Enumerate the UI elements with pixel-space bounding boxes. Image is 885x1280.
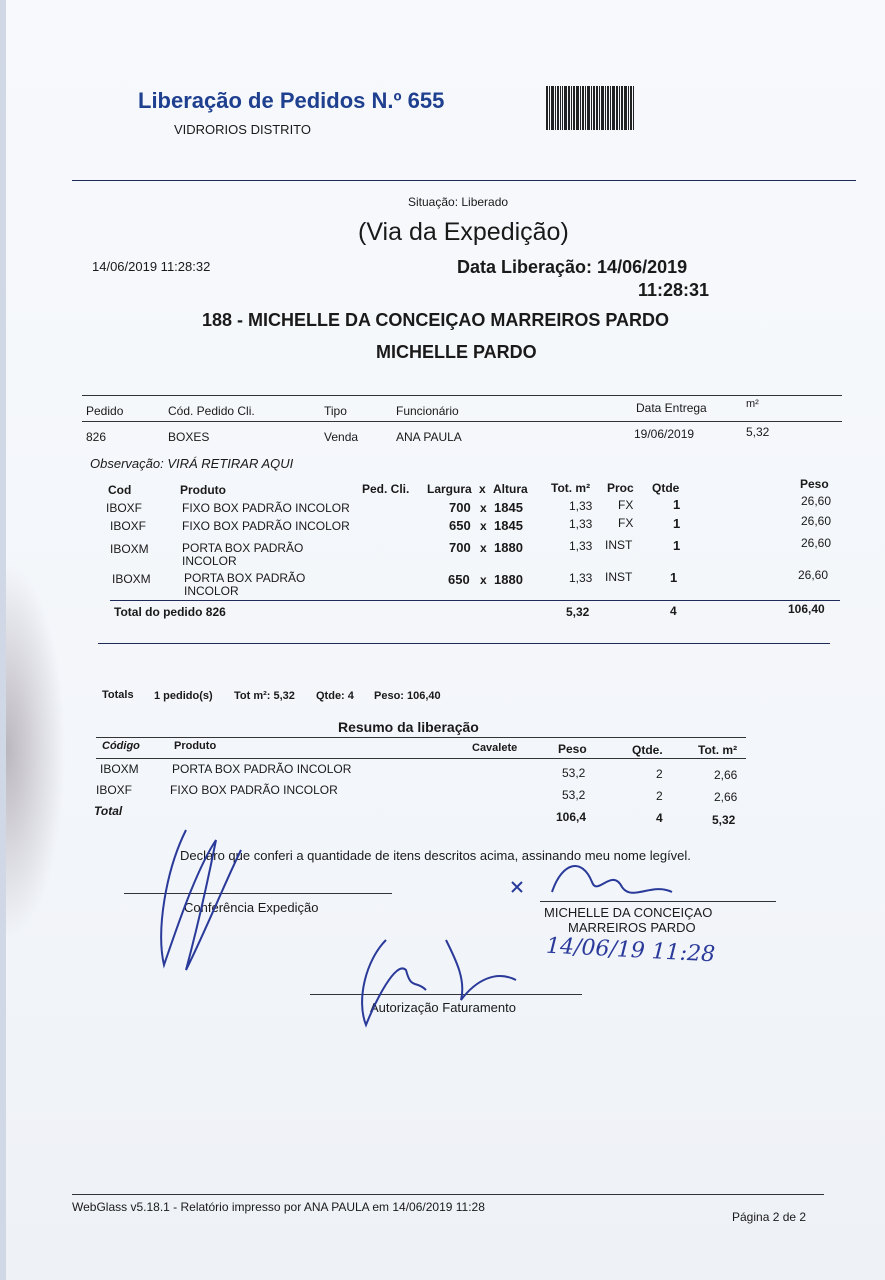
col-tipo: Tipo [324, 404, 347, 418]
hand-shadow [6, 560, 66, 940]
item-row-2-cod: IBOXF [110, 519, 147, 533]
resumo-total-tot: 5,32 [712, 813, 736, 827]
conferencia-label: Conferência Expedição [184, 900, 319, 915]
resumo-col-peso: Peso [558, 742, 587, 756]
item-row-4-produto: PORTA BOX PADRÃO [184, 571, 306, 585]
resumo-row-2-peso: 53,2 [562, 788, 586, 802]
order-header-line [82, 421, 842, 422]
item-row-1-qtde: 1 [673, 497, 681, 512]
item-row-1-cod: IBOXF [106, 501, 143, 515]
item-col-x: x [479, 482, 486, 496]
observacao: Observação: VIRÁ RETIRAR AQUI [90, 456, 294, 471]
item-row-2-altura: 1845 [494, 518, 523, 533]
item-row-2-x: x [480, 519, 487, 533]
order-m2: 5,32 [746, 425, 770, 439]
conferencia-signature [146, 810, 256, 980]
header-divider [72, 180, 856, 181]
items-end-line [98, 643, 830, 644]
footer-line [72, 1194, 824, 1195]
item-row-2-largura: 650 [449, 518, 471, 533]
item-col-largura: Largura [427, 482, 472, 496]
items-total-line [110, 600, 840, 601]
item-row-3-cod: IBOXM [110, 542, 149, 556]
item-col-produto: Produto [180, 483, 226, 497]
company-name: VIDRORIOS DISTRITO [174, 122, 311, 137]
footer-left: WebGlass v5.18.1 - Relatório impresso por ANA PAULA em 14/06/2019 11:28 [72, 1200, 485, 1214]
item-row-4-peso: 26,60 [798, 568, 829, 582]
cliente-sign-line [540, 901, 776, 902]
item-row-4-largura: 650 [448, 572, 470, 587]
data-liberacao-time: 11:28:31 [638, 280, 710, 300]
col-data-entrega: Data Entrega [636, 401, 707, 415]
item-row-3-produto: PORTA BOX PADRÃO [182, 541, 304, 555]
item-col-proc: Proc [607, 481, 634, 495]
item-row-1-x: x [480, 501, 487, 515]
autorizacao-label: Autorização Faturamento [370, 1000, 516, 1015]
resumo-row-1-codigo: IBOXM [100, 762, 139, 776]
item-row-3-largura: 700 [449, 540, 471, 555]
item-col-qtde: Qtde [652, 481, 680, 495]
client-short-name: MICHELLE PARDO [376, 342, 537, 362]
totals-qtde: Qtde: 4 [316, 690, 354, 702]
page-number: Página 2 de 2 [732, 1210, 807, 1224]
resumo-top-line [96, 737, 746, 738]
item-row-4-produto-line2: INCOLOR [184, 584, 239, 598]
resumo-col-cavalete: Cavalete [472, 742, 518, 754]
item-row-1-altura: 1845 [494, 500, 523, 515]
item-row-4-tot: 1,33 [569, 571, 593, 585]
item-row-1-produto: FIXO BOX PADRÃO INCOLOR [182, 501, 350, 515]
situacao: Situação: Liberado [408, 195, 509, 209]
item-row-1-largura: 700 [449, 500, 471, 515]
cliente-name-line1: MICHELLE DA CONCEIÇAO [544, 905, 713, 920]
declaration-text: Declaro que conferi a quantidade de itens descritos acima, assinando meu nome legível. [180, 848, 691, 863]
item-row-2-qtde: 1 [673, 516, 681, 531]
col-m2: m² [746, 398, 759, 410]
cliente-name-line2: MARREIROS PARDO [568, 920, 696, 935]
resumo-row-1-tot: 2,66 [714, 768, 738, 782]
barcode [546, 86, 668, 130]
resumo-header-line [96, 758, 746, 759]
item-row-2-tot: 1,33 [569, 517, 593, 531]
item-row-1-proc: FX [618, 498, 634, 512]
item-col-altura: Altura [493, 482, 528, 496]
order-data-entrega: 19/06/2019 [634, 427, 695, 441]
item-row-3-x: x [480, 541, 487, 555]
item-row-4-qtde: 1 [670, 570, 678, 585]
col-cod-pedido-cli: Cód. Pedido Cli. [168, 404, 255, 418]
items-total-m2: 5,32 [566, 605, 590, 619]
item-row-3-tot: 1,33 [569, 539, 593, 553]
item-row-3-peso: 26,60 [801, 536, 832, 550]
handwritten-date: 14/06/19 11:28 [545, 933, 716, 968]
resumo-row-1-produto: PORTA BOX PADRÃO INCOLOR [172, 762, 352, 776]
document-page [6, 0, 885, 1280]
resumo-row-2-codigo: IBOXF [96, 783, 133, 797]
autorizacao-sign-line [310, 994, 582, 995]
document-title: Liberação de Pedidos N.º 655 [138, 88, 445, 113]
order-tipo: Venda [324, 430, 359, 444]
col-funcionario: Funcionário [396, 404, 459, 418]
item-row-3-altura: 1880 [494, 540, 523, 555]
resumo-row-1-peso: 53,2 [562, 766, 586, 780]
item-col-cod: Cod [108, 483, 132, 497]
resumo-row-1-qtde: 2 [656, 767, 663, 781]
data-liberacao: Data Liberação: 14/06/2019 [457, 257, 688, 277]
item-row-4-x: x [480, 573, 487, 587]
item-row-3-produto-line2: INCOLOR [182, 554, 237, 568]
print-datetime: 14/06/2019 11:28:32 [92, 259, 211, 274]
order-cod-pedido-cli: BOXES [168, 430, 210, 444]
via-expedicao: (Via da Expedição) [358, 218, 569, 246]
client-name: 188 - MICHELLE DA CONCEIÇAO MARREIROS PARDO [202, 310, 670, 330]
item-row-3-proc: INST [605, 538, 633, 552]
col-pedido: Pedido [86, 404, 124, 418]
totals-peso: Peso: 106,40 [374, 690, 441, 702]
item-row-1-peso: 26,60 [801, 494, 832, 508]
resumo-row-2-tot: 2,66 [714, 790, 738, 804]
order-funcionario: ANA PAULA [396, 430, 462, 444]
items-total-qtde: 4 [670, 604, 677, 618]
resumo-row-2-produto: FIXO BOX PADRÃO INCOLOR [170, 783, 338, 797]
resumo-col-qtde: Qtde. [632, 743, 663, 757]
item-col-tot-m2: Tot. m² [551, 481, 591, 495]
item-row-2-peso: 26,60 [801, 514, 832, 528]
totals-tot-m2: Tot m²: 5,32 [234, 690, 295, 702]
item-row-4-altura: 1880 [494, 572, 523, 587]
item-row-3-qtde: 1 [673, 538, 681, 553]
resumo-row-2-qtde: 2 [656, 789, 663, 803]
order-top-line [82, 395, 842, 396]
items-total-label: Total do pedido 826 [114, 605, 226, 619]
totals-pedidos: 1 pedido(s) [154, 690, 213, 702]
item-col-ped-cli: Ped. Cli. [362, 482, 410, 496]
totals-label: Totals [102, 689, 134, 701]
resumo-col-codigo: Código [102, 740, 140, 752]
item-row-4-proc: INST [605, 570, 633, 584]
item-row-2-produto: FIXO BOX PADRÃO INCOLOR [182, 519, 350, 533]
items-total-peso: 106,40 [788, 602, 825, 616]
resumo-total-label: Total [94, 804, 123, 818]
item-row-1-tot: 1,33 [569, 499, 593, 513]
resumo-title: Resumo da liberação [338, 719, 479, 735]
resumo-col-produto: Produto [174, 740, 217, 752]
order-pedido: 826 [86, 430, 107, 444]
conferencia-sign-line [124, 893, 392, 894]
resumo-total-qtde: 4 [656, 811, 663, 825]
autorizacao-signature [346, 920, 536, 1040]
item-row-4-cod: IBOXM [112, 572, 151, 586]
resumo-total-peso: 106,4 [556, 810, 587, 824]
resumo-col-tot-m2: Tot. m² [698, 743, 738, 757]
item-col-peso: Peso [800, 477, 829, 491]
item-row-2-proc: FX [618, 516, 634, 530]
